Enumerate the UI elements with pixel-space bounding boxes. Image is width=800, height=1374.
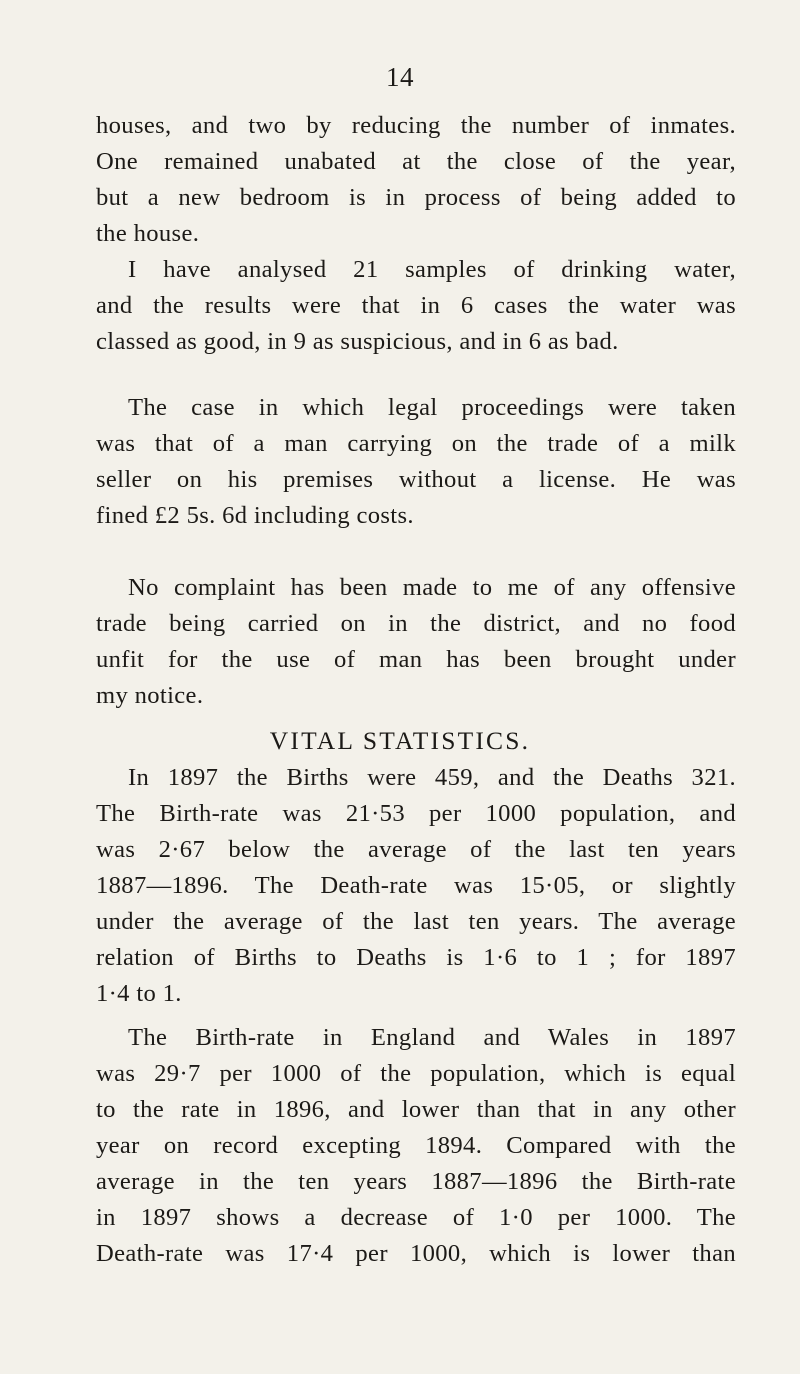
paragraph-houses [96,108,736,252]
text-line: 1887—1896. The Death-rate was 15·05, or slightly [96,872,736,899]
paragraph-water-samples [96,252,736,360]
text-line: Death-rate was 17·4 per 1000, which is lower than [96,1240,736,1267]
text-line: The Birth-rate in England and Wales in 1897 [128,1024,736,1051]
text-line: in 1897 shows a decrease of 1·0 per 1000. The [96,1204,736,1231]
section-heading: VITAL STATISTICS. [269,726,531,755]
paragraph-offensive-trade [96,570,736,714]
text-line: unfit for the use of man has been brought under [96,646,736,673]
paragraph-england-wales [96,1020,736,1272]
page-number: 14 [386,62,414,92]
text-line: year on record excepting 1894. Compared with the [96,1132,736,1159]
text-line: In 1897 the Births were 459, and the Deaths 321. [128,764,736,791]
text-line: No complaint has been made to me of any offensive [128,574,736,601]
paragraph-legal-proceedings [96,390,736,534]
text-line: seller on his premises without a license. He was [96,466,736,493]
text-line: average in the ten years 1887—1896 the Birth-rate [96,1168,736,1195]
text-line: trade being carried on in the district, and no food [96,610,736,637]
text-line: I have analysed 21 samples of drinking water, [128,256,736,283]
text-line: The Birth-rate was 21·53 per 1000 population, and [96,800,736,827]
text-line: to the rate in 1896, and lower than that in any other [96,1096,736,1123]
text-line: and the results were that in 6 cases the water was [96,292,736,319]
text-line: but a new bedroom is in process of being added to [96,184,736,211]
text-line: was 29·7 per 1000 of the population, which is equal [96,1060,736,1087]
text-line: classed as good, in 9 as suspicious, and in 6 as bad. [96,328,619,355]
paragraph-births-deaths [96,760,736,1012]
text-line: the house. [96,220,200,247]
text-line: my notice. [96,682,204,709]
text-line: was 2·67 below the average of the last ten years [96,836,736,863]
text-line: One remained unabated at the close of the year, [96,148,736,175]
text-line: under the average of the last ten years. The average [96,908,736,935]
text-line: was that of a man carrying on the trade of a milk [96,430,736,457]
text-line: 1·4 to 1. [96,980,182,1007]
text-line: fined £2 5s. 6d including costs. [96,502,414,529]
text-line: relation of Births to Deaths is 1·6 to 1 ; for 1897 [96,944,736,971]
text-line: houses, and two by reducing the number of inmates. [96,112,736,139]
text-line: The case in which legal proceedings were taken [128,394,736,421]
